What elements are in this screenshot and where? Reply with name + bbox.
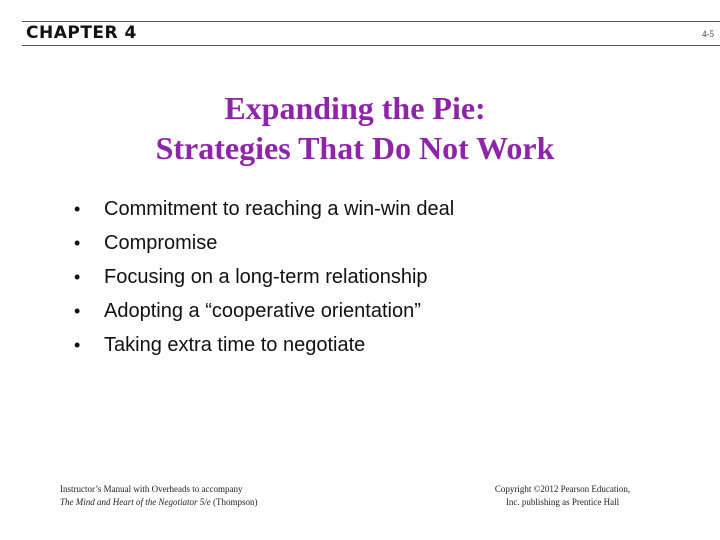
- bullet-item: [74, 226, 454, 260]
- bullet-item: [74, 192, 454, 226]
- bullet-text: Adopting a “cooperative orientation”: [104, 300, 421, 322]
- book-title: The Mind and Heart of the Negotiator 5/e: [60, 497, 211, 507]
- chapter-header-bar: [22, 21, 720, 46]
- footer-attribution-line-2: [60, 496, 258, 509]
- chapter-label: CHAPTER 4: [26, 23, 137, 43]
- bullet-text: Commitment to reaching a win-win deal: [104, 198, 455, 220]
- slide-title-line-2: Strategies That Do Not Work: [155, 130, 555, 166]
- footer-copyright-line-1: Copyright ©2012 Pearson Education,: [494, 484, 631, 494]
- bullet-item: [74, 260, 454, 294]
- bullet-list: [74, 192, 454, 362]
- footer-copyright: [470, 483, 655, 509]
- page-number: 4-5: [702, 29, 714, 39]
- bullet-icon: •: [74, 335, 81, 355]
- bullet-icon: •: [74, 267, 81, 287]
- bullet-icon: •: [74, 233, 81, 253]
- bullet-icon: •: [74, 301, 81, 321]
- book-author: (Thompson): [210, 497, 258, 507]
- footer-copyright-line-2: Inc. publishing as Prentice Hall: [505, 497, 620, 507]
- slide-title: [0, 88, 710, 168]
- bullet-icon: •: [74, 199, 81, 219]
- footer-attribution: [60, 483, 258, 509]
- bullet-item: [74, 328, 454, 362]
- bullet-text: Compromise: [104, 232, 218, 254]
- slide-title-line-1: Expanding the Pie:: [224, 90, 486, 126]
- bullet-item: [74, 294, 454, 328]
- bullet-text: Focusing on a long-term relationship: [104, 266, 428, 288]
- footer-attribution-line-1: Instructor’s Manual with Overheads to accompany: [60, 484, 243, 494]
- bullet-text: Taking extra time to negotiate: [104, 334, 366, 356]
